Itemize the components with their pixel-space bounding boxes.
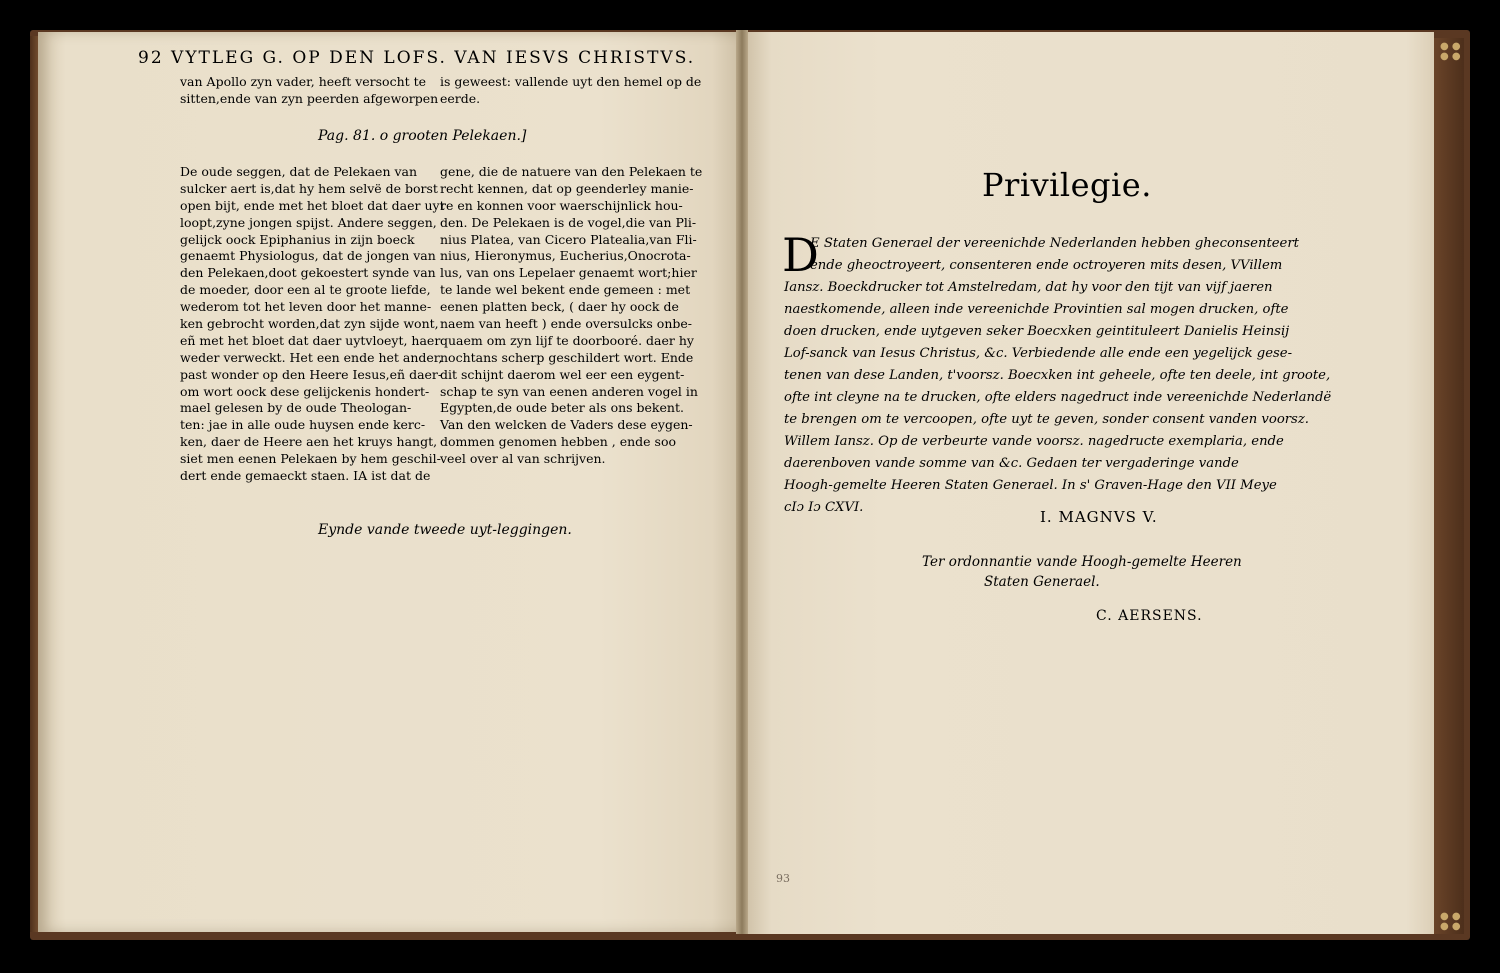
text-line: quaem om zyn lijf te doorbooré. daer hy xyxy=(440,332,694,348)
text-line: ende gheoctroyeert, consenteren ende octroyeren mits desen, VVillem xyxy=(810,258,1283,273)
text-line: nius, Hieronymus, Eucherius,Onocrota- xyxy=(440,248,691,264)
text-line: Iansz. Boeckdrucker tot Amstelredam, dat hy voor den tijt van vijf jaeren xyxy=(784,280,1273,295)
left-column xyxy=(180,164,445,485)
text-line: gene, die de natuere van den Pelekaen te xyxy=(440,164,703,179)
text-line: sulcker aert is,dat hy hem selvë de borst xyxy=(180,180,438,196)
text-line: loopt,zyne jongen spijst. Andere seggen, xyxy=(180,214,437,230)
text-line: te brengen om te vercoopen, ofte uyt te geven, sonder consent vanden voorsz. xyxy=(784,412,1309,427)
text-line: Lof-sanck van Iesus Christus, &c. Verbiedende alle ende een yegelijck gese- xyxy=(784,346,1293,361)
text-line: den Pelekaen,doot gekoestert synde van xyxy=(180,265,436,281)
right-binding-edge xyxy=(1434,38,1464,934)
text-line: veel over al van schrijven. xyxy=(440,451,606,467)
text-line: schap te syn van eenen anderen vogel in xyxy=(440,383,698,399)
text-line: ten: jae in alle oude huysen ende kerc- xyxy=(180,417,426,433)
text-line: Ter ordonnantie vande Hoogh-gemelte Heeren xyxy=(922,554,1242,570)
gilt-ornament-bottom: ● ● ● ● xyxy=(1440,911,1461,932)
privilege-body xyxy=(782,228,1332,519)
text-line: mael gelesen by de oude Theologan- xyxy=(180,400,412,416)
pencil-page-number: 93 xyxy=(776,872,790,885)
text-line: re en konnen voor waerschijnlick hou- xyxy=(440,197,683,213)
signature-magnus: I. MAGNVS V. xyxy=(1040,508,1158,526)
right-column xyxy=(440,164,702,468)
text-line: Hoogh-gemelte Heeren Staten Generael. In s' Graven-Hage den VII Meye xyxy=(784,478,1277,493)
text-line: past wonder op den Heere Iesus,eñ daer- xyxy=(180,366,443,382)
top-right-lines xyxy=(440,74,701,108)
text-line: Egypten,de oude beter als ons bekent. xyxy=(440,400,684,416)
text-line: ken gebrocht worden,dat zyn sijde wont, xyxy=(180,316,439,332)
text-line: eenen platten beck, ( daer hy oock de xyxy=(440,299,679,315)
order-statement xyxy=(922,552,1242,592)
text-line: Van den welcken de Vaders dese eygen- xyxy=(440,417,693,433)
text-line: genaemt Physiologus, dat de jongen van xyxy=(180,248,436,264)
text-line: doen drucken, ende uytgeven seker Boecxken geintituleert Danielis Heinsij xyxy=(784,324,1290,339)
text-line: sitten,ende van zyn peerden afgeworpen xyxy=(180,90,439,106)
text-line: daerenboven vande somme van &c. Gedaen ter vergaderinge vande xyxy=(784,456,1239,471)
text-line: te lande wel bekent ende gemeen : met xyxy=(440,282,691,298)
book-gutter xyxy=(736,30,748,934)
gilt-ornament-top: ● ● ● ● xyxy=(1440,41,1461,62)
text-line: naem van heeft ) ende oversulcks onbe- xyxy=(440,316,692,332)
text-line: van Apollo zyn vader, heeft versocht te xyxy=(180,74,427,89)
text-line: Willem Iansz. Op de verbeurte vande voorsz. nagedructe exemplaria, ende xyxy=(784,434,1284,449)
running-head: 92 VYTLEG G. OP DEN LOFS. VAN IESVS CHRISTVS. xyxy=(138,48,696,68)
top-left-lines xyxy=(180,74,438,108)
text-line: eerde. xyxy=(440,90,481,106)
text-line: ofte int cleyne na te drucken, ofte elders nagedruct inde vereenichde Nederlandë xyxy=(784,390,1332,405)
text-line: Staten Generael. xyxy=(984,574,1100,590)
text-line: ken, daer de Heere aen het kruys hangt, xyxy=(180,434,438,450)
text-line: dommen genomen hebben , ende soo xyxy=(440,434,677,450)
privilege-title: Privilegie. xyxy=(982,166,1152,204)
text-line: open bijt, ende met het bloet dat daer uyt xyxy=(180,197,445,213)
text-line: tenen van dese Landen, t'voorsz. Boecxken int geheele, ofte ten deele, int groote, xyxy=(784,368,1331,383)
subheading: Pag. 81. o grooten Pelekaen.] xyxy=(318,128,527,144)
text-line: naestkomende, alleen inde vereenichde Provintien sal mogen drucken, ofte xyxy=(784,302,1289,317)
text-line: den. De Pelekaen is de vogel,die van Pli- xyxy=(440,214,697,230)
text-line: gelijck oock Epiphanius in zijn boeck xyxy=(180,231,415,247)
text-line: lus, van ons Lepelaer genaemt wort;hier xyxy=(440,265,697,281)
text-line: E Staten Generael der vereenichde Nederlanden hebben gheconsenteert xyxy=(810,236,1299,251)
text-line: weder verweckt. Het een ende het ander, xyxy=(180,349,443,365)
text-line: nochtans scherp geschildert wort. Ende xyxy=(440,349,694,365)
closing-line: Eynde vande tweede uyt-leggingen. xyxy=(318,522,572,538)
text-line: siet men eenen Pelekaen by hem geschil- xyxy=(180,451,441,467)
text-line: eñ met het bloet dat daer uytvloeyt, haer xyxy=(180,332,441,348)
text-line: dert ende gemaeckt staen. IA ist dat de xyxy=(180,468,431,484)
text-line: cIɔ Iɔ CXVI. xyxy=(784,500,864,515)
text-line: om wort oock dese gelijckenis hondert- xyxy=(180,383,430,399)
text-line: de moeder, door een al te groote liefde, xyxy=(180,282,431,298)
text-line: wederom tot het leven door het manne- xyxy=(180,299,432,315)
signature-aersens: C. AERSENS. xyxy=(1096,608,1203,624)
text-line: dit schijnt daerom wel eer een eygent- xyxy=(440,366,685,382)
text-line: recht kennen, dat op geenderley manie- xyxy=(440,180,694,196)
text-line: nius Platea, van Cicero Platealia,van Fli- xyxy=(440,231,697,247)
drop-cap: D xyxy=(782,228,819,282)
text-line: De oude seggen, dat de Pelekaen van xyxy=(180,164,418,179)
text-line: is geweest: vallende uyt den hemel op de xyxy=(440,74,702,89)
